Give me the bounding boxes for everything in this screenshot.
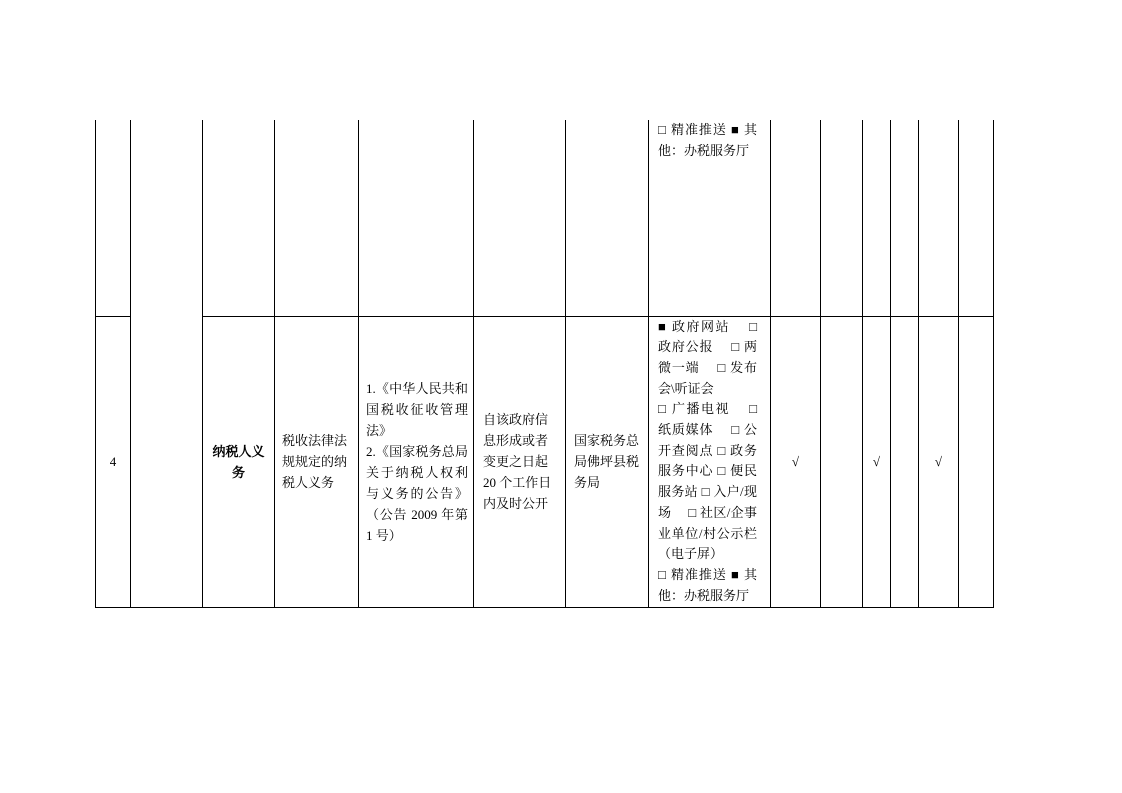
subject-cell: 国家税务总局佛坪县税务局 (566, 316, 649, 607)
check-cell-continued-4 (891, 120, 919, 316)
check-mark-1: √ (771, 316, 821, 607)
check-cell-continued-3 (863, 120, 891, 316)
check-cell-empty-3 (959, 316, 994, 607)
channels-paragraph-3: □ 精准推送 ■ 其他：办税服务厅 (658, 566, 757, 603)
table-row-continued (96, 120, 994, 316)
check-cell-continued-2 (821, 120, 863, 316)
index-cell-continued (96, 120, 131, 316)
check-mark-2: √ (863, 316, 891, 607)
check-cell-continued-6 (959, 120, 994, 316)
channels-paragraph: □ 精准推送 ■ 其他：办税服务厅 (658, 122, 757, 158)
check-cell-continued-5 (919, 120, 959, 316)
check-cell-empty-2 (891, 316, 919, 607)
content-cell: 税收法律法规规定的纳税人义务 (275, 316, 359, 607)
channels-cell-continued (649, 120, 771, 316)
basis-item-2: 2.《国家税务总局关于纳税人权利与义务的公告》（公告 2009 年第 1 号） (366, 443, 468, 543)
content-cell-continued (275, 120, 359, 316)
channels-cell (649, 316, 771, 607)
check-mark-3: √ (919, 316, 959, 607)
category-cell-merged (131, 120, 203, 607)
basis-item-1: 1.《中华人民共和国税收征收管理法》 (366, 380, 468, 438)
subject-cell-continued (566, 120, 649, 316)
time-limit-cell-continued (474, 120, 566, 316)
disclosure-table (95, 120, 994, 608)
table-row (96, 316, 994, 607)
check-cell-continued-1 (771, 120, 821, 316)
index-cell: 4 (96, 316, 131, 607)
time-limit-cell: 自该政府信息形成或者变更之日起 20 个工作日内及时公开 (474, 316, 566, 607)
item-cell: 纳税人义务 (203, 316, 275, 607)
check-cell-empty-1 (821, 316, 863, 607)
basis-cell-continued (359, 120, 474, 316)
item-cell-continued (203, 120, 275, 316)
channels-paragraph-2: □ 广播电视 □ 纸质媒体 □ 公开查阅点 □ 政务服务中心 □ 便民服务站 □ 入户/现场 □ 社区/企事业单位/村公示栏（电子屏） (658, 401, 757, 562)
basis-cell (359, 316, 474, 607)
channels-paragraph-1: ■ 政府网站 □ 政府公报 □ 两微一端 □ 发布会\听证会 (658, 318, 757, 396)
